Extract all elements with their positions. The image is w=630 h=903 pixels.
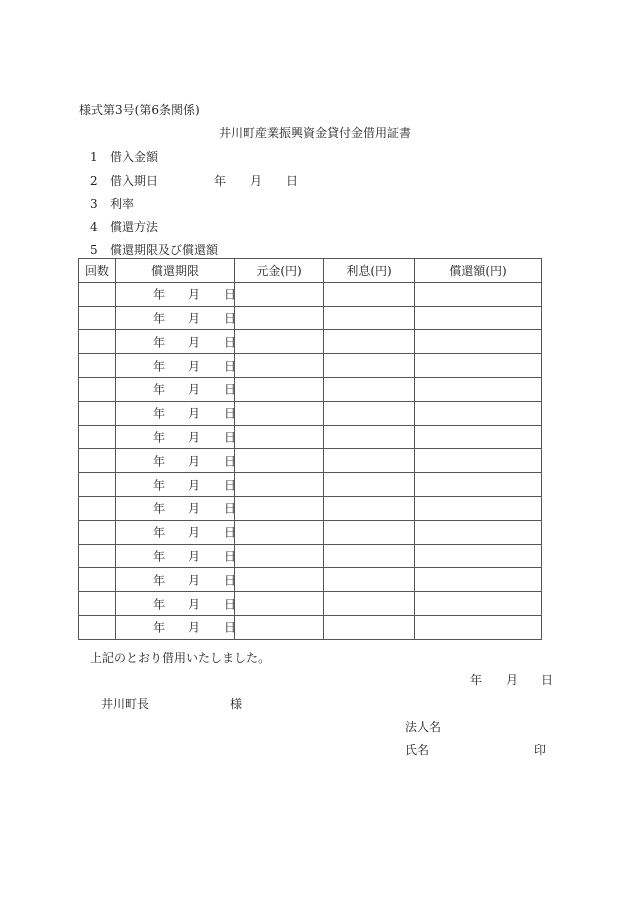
repayment-amount-cell	[415, 401, 542, 425]
item-label: 借入期日	[110, 174, 159, 188]
due-date-cell	[116, 473, 235, 497]
interest-cell	[324, 401, 415, 425]
table-header-row	[79, 259, 542, 283]
principal-cell	[235, 615, 324, 639]
table-row	[79, 449, 542, 473]
day-unit: 日	[224, 549, 237, 564]
principal-cell	[235, 377, 324, 401]
principal-cell	[235, 544, 324, 568]
table-row	[79, 520, 542, 544]
count-cell	[79, 401, 116, 425]
repayment-amount-cell	[415, 330, 542, 354]
item-repayment-schedule	[90, 243, 218, 257]
count-cell	[79, 592, 116, 616]
table-row	[79, 473, 542, 497]
count-cell	[79, 615, 116, 639]
item-label: 利率	[110, 197, 135, 211]
repayment-amount-cell	[415, 615, 542, 639]
repayment-amount-cell	[415, 568, 542, 592]
day-unit: 日	[224, 478, 237, 493]
interest-cell	[324, 425, 415, 449]
count-cell	[79, 377, 116, 401]
day-unit: 日	[224, 311, 237, 326]
interest-cell	[324, 306, 415, 330]
table-row	[79, 592, 542, 616]
month-unit: 月	[188, 454, 201, 469]
principal-cell	[235, 401, 324, 425]
day-unit: 日	[224, 597, 237, 612]
year-unit: 年	[153, 430, 166, 445]
repayment-amount-cell	[415, 282, 542, 306]
year-unit: 年	[470, 673, 483, 687]
count-cell	[79, 568, 116, 592]
repayment-amount-cell	[415, 544, 542, 568]
interest-cell	[324, 330, 415, 354]
principal-cell	[235, 520, 324, 544]
month-unit: 月	[250, 174, 263, 188]
month-unit: 月	[188, 287, 201, 302]
interest-cell	[324, 592, 415, 616]
repayment-amount-cell	[415, 377, 542, 401]
honorific: 様	[230, 697, 243, 711]
item-label: 償還方法	[110, 220, 159, 234]
due-date-cell	[116, 449, 235, 473]
day-unit: 日	[224, 335, 237, 350]
table-row	[79, 401, 542, 425]
principal-cell	[235, 282, 324, 306]
table-row	[79, 496, 542, 520]
item-number: 1	[90, 150, 98, 164]
year-unit: 年	[153, 454, 166, 469]
month-unit: 月	[188, 311, 201, 326]
principal-cell	[235, 306, 324, 330]
interest-cell	[324, 496, 415, 520]
principal-cell	[235, 354, 324, 378]
table-row	[79, 425, 542, 449]
month-unit: 月	[188, 430, 201, 445]
table-row	[79, 306, 542, 330]
year-unit: 年	[153, 597, 166, 612]
count-cell	[79, 425, 116, 449]
interest-cell	[324, 568, 415, 592]
day-unit: 日	[224, 406, 237, 421]
interest-cell	[324, 520, 415, 544]
item-label: 借入金額	[110, 150, 159, 164]
repayment-amount-cell	[415, 592, 542, 616]
count-cell	[79, 520, 116, 544]
table-row	[79, 568, 542, 592]
col-header-due-date: 償還期限	[116, 259, 235, 283]
day-unit: 日	[224, 501, 237, 516]
month-unit: 月	[188, 573, 201, 588]
month-unit: 月	[188, 549, 201, 564]
seal-label: 印	[534, 743, 547, 757]
count-cell	[79, 282, 116, 306]
due-date-cell	[116, 425, 235, 449]
principal-cell	[235, 496, 324, 520]
item-number: 2	[90, 174, 98, 188]
corporation-name-label: 法人名	[405, 720, 442, 734]
repayment-amount-cell	[415, 496, 542, 520]
year-unit: 年	[153, 525, 166, 540]
due-date-cell	[116, 306, 235, 330]
interest-cell	[324, 377, 415, 401]
repayment-amount-cell	[415, 473, 542, 497]
month-unit: 月	[188, 406, 201, 421]
month-unit: 月	[188, 501, 201, 516]
col-header-repayment-amount: 償還額(円)	[415, 259, 542, 283]
due-date-cell	[116, 544, 235, 568]
due-date-cell	[116, 520, 235, 544]
count-cell	[79, 306, 116, 330]
year-unit: 年	[153, 501, 166, 516]
item-borrow-date	[90, 174, 330, 188]
repayment-amount-cell	[415, 306, 542, 330]
interest-cell	[324, 449, 415, 473]
item-number: 5	[90, 243, 98, 257]
due-date-cell	[116, 568, 235, 592]
table-row	[79, 282, 542, 306]
item-loan-amount	[90, 150, 158, 164]
due-date-cell	[116, 401, 235, 425]
principal-cell	[235, 425, 324, 449]
repayment-amount-cell	[415, 520, 542, 544]
month-unit: 月	[188, 382, 201, 397]
day-unit: 日	[224, 525, 237, 540]
month-unit: 月	[188, 620, 201, 635]
principal-cell	[235, 330, 324, 354]
due-date-cell	[116, 282, 235, 306]
day-unit: 日	[224, 382, 237, 397]
count-cell	[79, 473, 116, 497]
count-cell	[79, 330, 116, 354]
interest-cell	[324, 282, 415, 306]
year-unit: 年	[153, 335, 166, 350]
col-header-interest: 利息(円)	[324, 259, 415, 283]
due-date-cell	[116, 615, 235, 639]
col-header-count: 回数	[79, 259, 116, 283]
table-row	[79, 377, 542, 401]
month-unit: 月	[188, 597, 201, 612]
day-unit: 日	[541, 673, 554, 687]
day-unit: 日	[224, 287, 237, 302]
year-unit: 年	[153, 549, 166, 564]
closing-statement: 上記のとおり借用いたしました。	[90, 651, 271, 665]
principal-cell	[235, 449, 324, 473]
year-unit: 年	[153, 311, 166, 326]
repayment-table	[78, 258, 542, 640]
item-number: 3	[90, 197, 98, 211]
item-label: 償還期限及び償還額	[110, 243, 219, 257]
month-unit: 月	[188, 335, 201, 350]
item-interest-rate	[90, 197, 134, 211]
day-unit: 日	[224, 359, 237, 374]
table-row	[79, 330, 542, 354]
interest-cell	[324, 615, 415, 639]
interest-cell	[324, 354, 415, 378]
year-unit: 年	[153, 406, 166, 421]
addressee: 井川町長	[101, 697, 150, 711]
day-unit: 日	[224, 430, 237, 445]
year-unit: 年	[214, 174, 227, 188]
col-header-principal: 元金(円)	[235, 259, 324, 283]
due-date-cell	[116, 592, 235, 616]
year-unit: 年	[153, 359, 166, 374]
day-unit: 日	[224, 620, 237, 635]
day-unit: 日	[224, 573, 237, 588]
month-unit: 月	[188, 359, 201, 374]
form-number: 様式第3号(第6条関係)	[79, 103, 200, 117]
interest-cell	[324, 544, 415, 568]
year-unit: 年	[153, 478, 166, 493]
year-unit: 年	[153, 573, 166, 588]
due-date-cell	[116, 354, 235, 378]
table-row	[79, 615, 542, 639]
repayment-amount-cell	[415, 425, 542, 449]
year-unit: 年	[153, 287, 166, 302]
month-unit: 月	[188, 525, 201, 540]
due-date-cell	[116, 496, 235, 520]
principal-cell	[235, 568, 324, 592]
document-title: 井川町産業振興資金貸付金借用証書	[218, 126, 411, 140]
table-row	[79, 354, 542, 378]
item-number: 4	[90, 220, 98, 234]
year-unit: 年	[153, 382, 166, 397]
repayment-amount-cell	[415, 354, 542, 378]
name-label: 氏名	[405, 743, 430, 757]
repayment-amount-cell	[415, 449, 542, 473]
due-date-cell	[116, 377, 235, 401]
table-row	[79, 544, 542, 568]
year-unit: 年	[153, 620, 166, 635]
day-unit: 日	[224, 454, 237, 469]
item-repayment-method	[90, 220, 158, 234]
count-cell	[79, 496, 116, 520]
month-unit: 月	[506, 673, 519, 687]
count-cell	[79, 544, 116, 568]
due-date-cell	[116, 330, 235, 354]
count-cell	[79, 449, 116, 473]
principal-cell	[235, 592, 324, 616]
count-cell	[79, 354, 116, 378]
day-unit: 日	[286, 174, 299, 188]
month-unit: 月	[188, 478, 201, 493]
interest-cell	[324, 473, 415, 497]
principal-cell	[235, 473, 324, 497]
